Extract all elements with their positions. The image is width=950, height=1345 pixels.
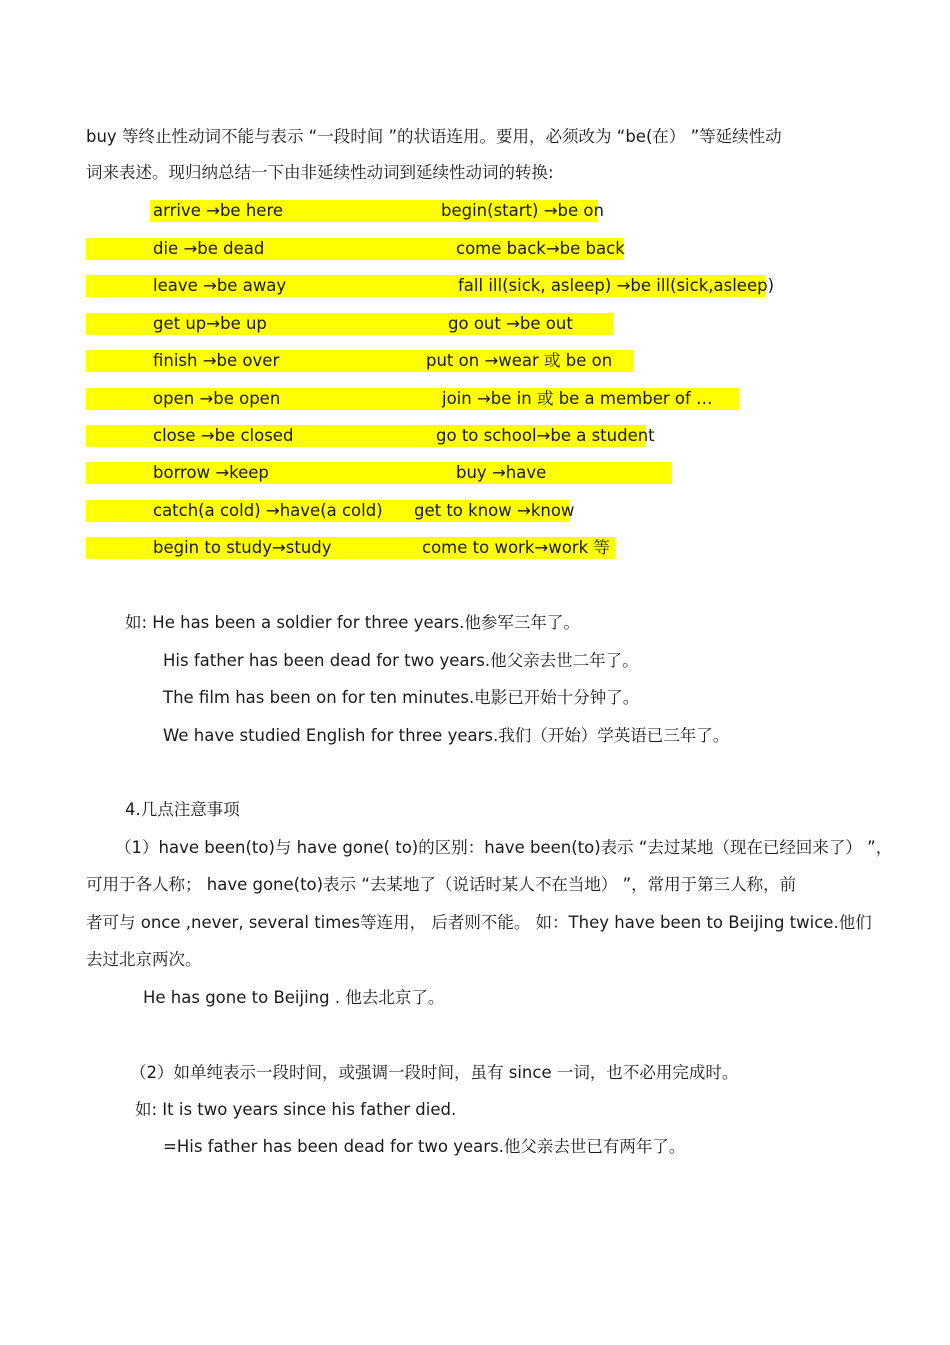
intro-line-1: buy 等终止性动词不能与表示 “一段时间 ”的状语连用。要用，必须改为 “be(在） ”等延续性动 xyxy=(86,127,782,146)
pair-left: arrive →be here xyxy=(153,201,284,220)
pair-left: begin to study→study xyxy=(153,538,332,557)
example-line: We have studied English for three years.我们（开始）学英语已三年了。 xyxy=(163,726,730,745)
pair-left: catch(a cold) →have(a cold) xyxy=(153,501,383,520)
example-line: The film has been on for ten minutes.电影已开始十分钟了。 xyxy=(163,688,640,707)
pair-left: borrow →keep xyxy=(153,463,269,482)
paragraph-line: 可用于各人称； have gone(to)表示 “去某地了（说话时某人不在当地） ”，常用于第三人称，前 xyxy=(86,875,797,894)
pair-left: open →be open xyxy=(153,389,281,408)
pair-right: begin(start) →be on xyxy=(441,201,604,220)
example-line: 如: He has been a soldier for three years.他参军三年了。 xyxy=(125,613,580,632)
pair-right: come to work→work 等 xyxy=(422,538,610,557)
paragraph-line: 者可与 once ,never, several times等连用， 后者则不能。 如：They have been to Beijing twice.他们 xyxy=(86,913,872,932)
pair-left: die →be dead xyxy=(153,239,265,258)
pair-left: get up→be up xyxy=(153,314,267,333)
paragraph-line: 去过北京两次。 xyxy=(86,950,202,969)
pair-right: join →be in 或 be a member of … xyxy=(442,389,713,408)
pair-left: finish →be over xyxy=(153,351,280,370)
paragraph-line: （2）如单纯表示一段时间，或强调一段时间，虽有 since 一词，也不必用完成时。 xyxy=(130,1063,739,1082)
pair-left: leave →be away xyxy=(153,276,287,295)
pair-right: go out →be out xyxy=(448,314,573,333)
pair-right: get to know →know xyxy=(414,501,575,520)
pair-right: go to school→be a student xyxy=(436,426,655,445)
section-heading: 4.几点注意事项 xyxy=(125,800,240,819)
pair-right: put on →wear 或 be on xyxy=(426,351,613,370)
intro-line-2: 词来表述。现归纳总结一下由非延续性动词到延续性动词的转换: xyxy=(86,163,554,182)
example-line: He has gone to Beijing . 他去北京了。 xyxy=(143,988,445,1007)
pair-right: buy →have xyxy=(456,463,547,482)
paragraph-line: （1）have been(to)与 have gone( to)的区别：have been(to)表示 “去过某地（现在已经回来了） ”， xyxy=(115,838,893,857)
pair-left: close →be closed xyxy=(153,426,294,445)
example-line: 如: It is two years since his father died. xyxy=(135,1100,457,1119)
example-line: =His father has been dead for two years.他父亲去世已有两年了。 xyxy=(163,1137,686,1156)
example-line: His father has been dead for two years.他父亲去世二年了。 xyxy=(163,651,639,670)
pair-right: come back→be back xyxy=(456,239,625,258)
pair-right: fall ill(sick, asleep) →be ill(sick,asleep) xyxy=(458,276,775,295)
